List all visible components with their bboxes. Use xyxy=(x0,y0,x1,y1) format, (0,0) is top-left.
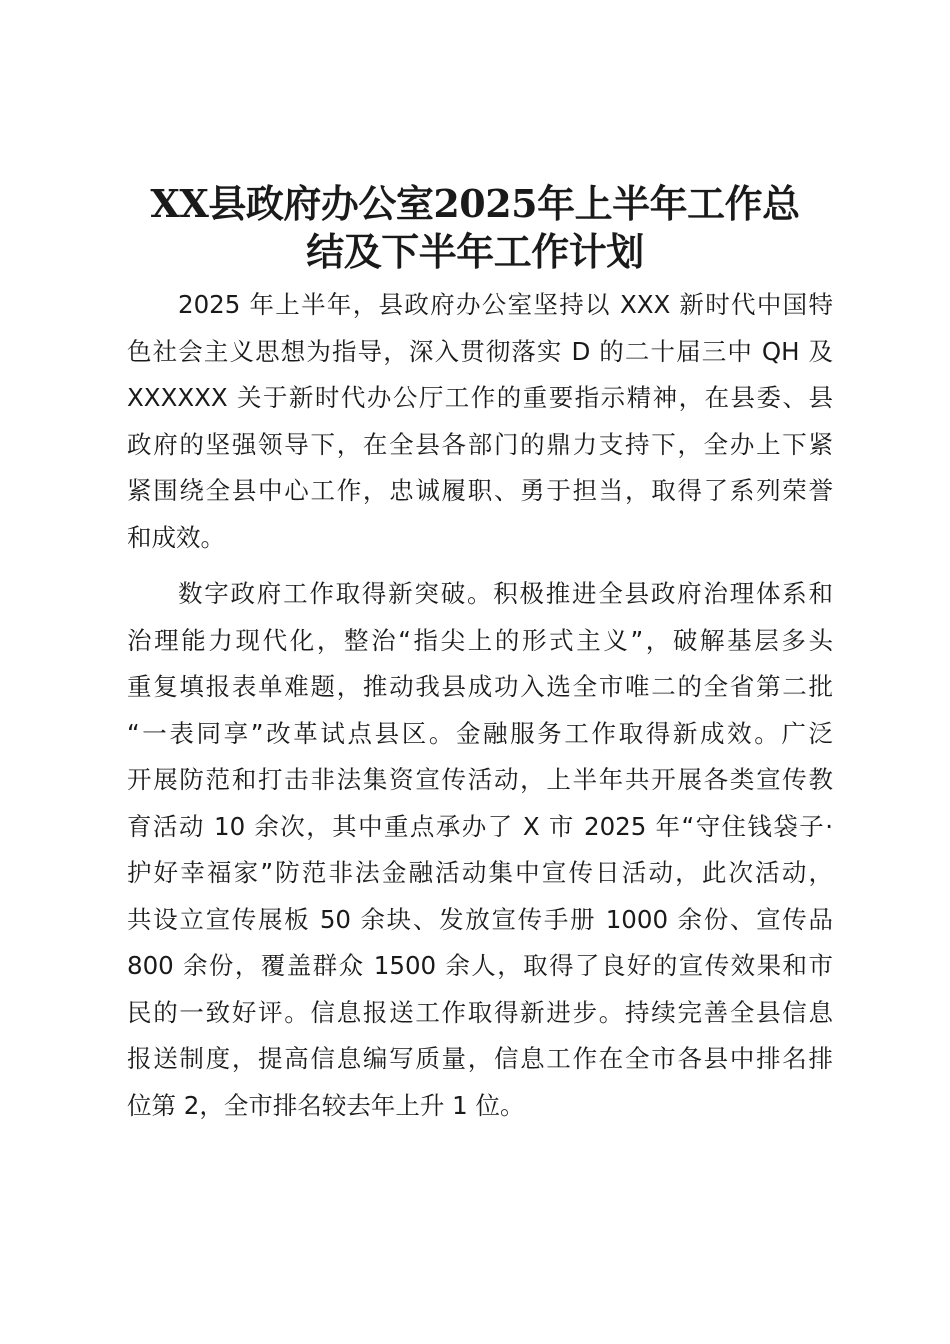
text-line: 护好幸福家”防范非法金融活动集中宣传日活动，此次活动， xyxy=(127,858,833,887)
paragraph-achievements xyxy=(127,571,833,1129)
text-line: 共设立宣传展板 50 余块、发放宣传手册 1000 余份、宣传品 xyxy=(127,904,833,934)
text-line: “一表同享”改革试点县区。金融服务工作取得新成效。广泛 xyxy=(127,718,833,748)
document-body xyxy=(127,282,833,1139)
title-line: XX县政府办公室2025年上半年工作总 xyxy=(150,181,800,226)
text-line: 报送制度，提高信息编写质量，信息工作在全市各县中排名排 xyxy=(127,1044,833,1073)
text-line: 紧围绕全县中心工作，忠诚履职、勇于担当，取得了系列荣誉 xyxy=(127,476,833,505)
text-line: 数字政府工作取得新突破。积极推进全县政府治理体系和 xyxy=(178,579,833,608)
text-line: 育活动 10 余次，其中重点承办了 X 市 2025 年“守住钱袋子· xyxy=(127,811,833,841)
text-line: 民的一致好评。信息报送工作取得新进步。持续完善全县信息 xyxy=(127,997,833,1027)
text-line: 政府的坚强领导下，在全县各部门的鼎力支持下，全办上下紧 xyxy=(127,429,833,459)
title-line: 结及下半年工作计划 xyxy=(306,229,644,274)
paragraph-intro xyxy=(127,282,833,561)
text-line: 800 余份，覆盖群众 1500 余人，取得了良好的宣传效果和市 xyxy=(127,951,833,980)
text-line: 2025 年上半年，县政府办公室坚持以 XXX 新时代中国特 xyxy=(178,290,833,319)
text-line: 和成效。 xyxy=(127,522,225,552)
text-line: 治理能力现代化，整治“指尖上的形式主义”，破解基层多头 xyxy=(127,625,833,655)
text-line: XXXXXX 关于新时代办公厅工作的重要指示精神，在县委、县 xyxy=(127,383,833,412)
text-line: 重复填报表单难题，推动我县成功入选全市唯二的全省第二批 xyxy=(127,672,833,701)
text-line: 位第 2，全市排名较去年上升 1 位。 xyxy=(127,1090,525,1120)
text-line: 开展防范和打击非法集资宣传活动，上半年共开展各类宣传教 xyxy=(127,765,833,794)
document-title xyxy=(120,180,830,276)
text-line: 色社会主义思想为指导，深入贯彻落实 D 的二十届三中 QH 及 xyxy=(127,336,833,366)
